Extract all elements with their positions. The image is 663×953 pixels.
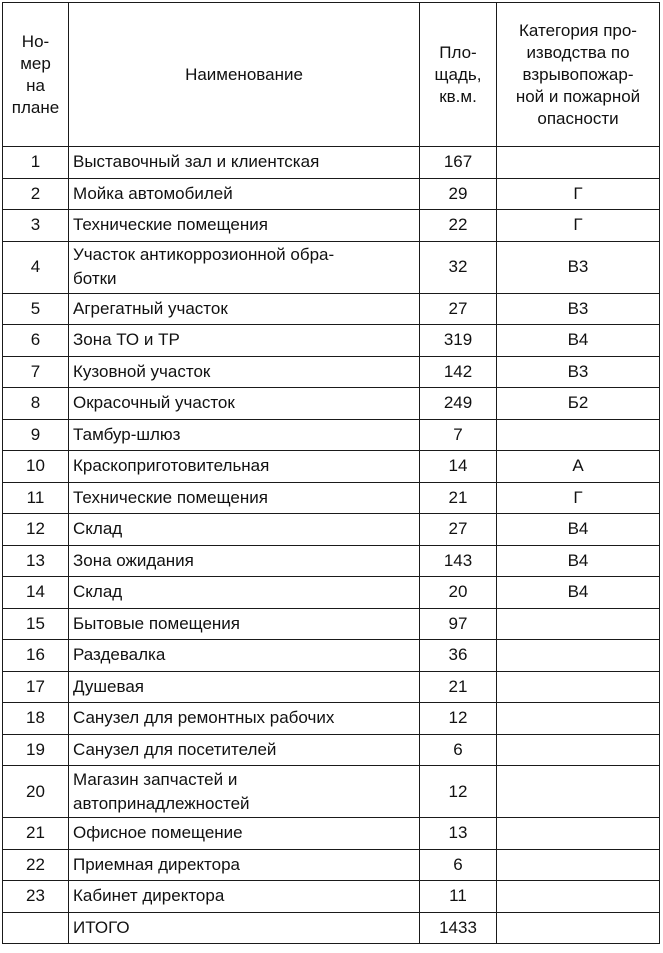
cell-name: Тамбур-шлюз	[69, 419, 420, 451]
cell-number: 19	[3, 734, 69, 766]
table-row	[3, 849, 660, 881]
cell-name: Бытовые помещения	[69, 608, 420, 640]
table-row	[3, 766, 660, 818]
cell-number: 7	[3, 356, 69, 388]
cell-name: Технические помещения	[69, 482, 420, 514]
table-row	[3, 325, 660, 357]
cell-category	[497, 671, 660, 703]
table-row	[3, 419, 660, 451]
cell-name: Агрегатный участок	[69, 293, 420, 325]
table-row	[3, 577, 660, 609]
table-row	[3, 451, 660, 483]
cell-name: Санузел для ремонтных рабочих	[69, 703, 420, 735]
cell-number: 13	[3, 545, 69, 577]
cell-number	[3, 912, 69, 944]
table-row	[3, 703, 660, 735]
cell-number: 21	[3, 818, 69, 850]
table-row	[3, 818, 660, 850]
cell-category	[497, 147, 660, 179]
cell-category: А	[497, 451, 660, 483]
cell-number: 3	[3, 210, 69, 242]
cell-number: 4	[3, 241, 69, 293]
cell-area: 6	[420, 849, 497, 881]
cell-category	[497, 849, 660, 881]
header-line: Но-	[21, 31, 50, 51]
cell-number: 1	[3, 147, 69, 179]
header-line: Пло-	[439, 42, 477, 62]
cell-category: В4	[497, 514, 660, 546]
cell-category: Г	[497, 210, 660, 242]
cell-name: Зона ТО и ТР	[69, 325, 420, 357]
table-row	[3, 734, 660, 766]
cell-area: 29	[420, 178, 497, 210]
cell-name	[69, 766, 420, 818]
table-row	[3, 210, 660, 242]
cell-name	[69, 241, 420, 293]
header-line: кв.м.	[439, 86, 477, 106]
header-line: изводства по	[526, 42, 630, 62]
cell-name: Краскоприготовительная	[69, 451, 420, 483]
cell-name: Выставочный зал и клиентская	[69, 147, 420, 179]
cell-name-line: ботки	[73, 269, 117, 288]
cell-category	[497, 818, 660, 850]
cell-number: 11	[3, 482, 69, 514]
table-row	[3, 388, 660, 420]
cell-area: 11	[420, 881, 497, 913]
cell-name: Офисное помещение	[69, 818, 420, 850]
cell-category: Г	[497, 178, 660, 210]
cell-name: Мойка автомобилей	[69, 178, 420, 210]
table-row	[3, 608, 660, 640]
cell-area: 7	[420, 419, 497, 451]
cell-number: 12	[3, 514, 69, 546]
table-row	[3, 147, 660, 179]
cell-category	[497, 881, 660, 913]
cell-name: Приемная директора	[69, 849, 420, 881]
cell-area: 20	[420, 577, 497, 609]
cell-number: 18	[3, 703, 69, 735]
cell-category	[497, 608, 660, 640]
cell-number: 14	[3, 577, 69, 609]
table-row	[3, 482, 660, 514]
cell-category	[497, 419, 660, 451]
cell-name: Санузел для посетителей	[69, 734, 420, 766]
table-row	[3, 545, 660, 577]
cell-category: В4	[497, 577, 660, 609]
cell-area: 27	[420, 514, 497, 546]
header-line: Категория про-	[519, 20, 637, 40]
cell-category	[497, 640, 660, 672]
cell-name: Окрасочный участок	[69, 388, 420, 420]
cell-area: 27	[420, 293, 497, 325]
header-category	[497, 3, 660, 147]
header-line: щадь,	[434, 64, 482, 84]
table-total-row	[3, 912, 660, 944]
cell-number: 20	[3, 766, 69, 818]
header-number	[3, 3, 69, 147]
header-line: ной и пожарной	[515, 86, 641, 106]
cell-area: 13	[420, 818, 497, 850]
cell-number: 23	[3, 881, 69, 913]
cell-area: 319	[420, 325, 497, 357]
cell-name-line: Магазин запчастей и	[73, 769, 238, 789]
cell-category: Г	[497, 482, 660, 514]
cell-area: 249	[420, 388, 497, 420]
header-line: плане	[11, 97, 60, 117]
cell-category	[497, 766, 660, 818]
cell-area: 142	[420, 356, 497, 388]
cell-area: 21	[420, 482, 497, 514]
table-row	[3, 178, 660, 210]
rooms-table	[2, 2, 660, 944]
table-header-row	[3, 3, 660, 147]
cell-number: 6	[3, 325, 69, 357]
header-name: Наименование	[69, 3, 420, 147]
cell-category: В4	[497, 545, 660, 577]
cell-category: В4	[497, 325, 660, 357]
header-line: взрывопожар-	[522, 64, 634, 84]
cell-area: 12	[420, 766, 497, 818]
header-line: на	[26, 75, 45, 95]
cell-number: 2	[3, 178, 69, 210]
cell-name: Зона ожидания	[69, 545, 420, 577]
table-row	[3, 514, 660, 546]
cell-area: 14	[420, 451, 497, 483]
cell-number: 5	[3, 293, 69, 325]
header-line: мер	[20, 53, 51, 73]
table-row	[3, 293, 660, 325]
cell-area: 36	[420, 640, 497, 672]
cell-number: 16	[3, 640, 69, 672]
cell-area: 22	[420, 210, 497, 242]
cell-category	[497, 703, 660, 735]
cell-name: Кузовной участок	[69, 356, 420, 388]
table-row	[3, 356, 660, 388]
cell-name: Технические помещения	[69, 210, 420, 242]
cell-name: Склад	[69, 514, 420, 546]
cell-name: Склад	[69, 577, 420, 609]
cell-number: 10	[3, 451, 69, 483]
cell-area: 32	[420, 241, 497, 293]
table-row	[3, 640, 660, 672]
cell-area: 21	[420, 671, 497, 703]
table-row	[3, 241, 660, 293]
cell-name: Раздевалка	[69, 640, 420, 672]
cell-category: В3	[497, 356, 660, 388]
header-area	[420, 3, 497, 147]
cell-name-line: автопринадлежностей	[73, 793, 250, 813]
cell-number: 17	[3, 671, 69, 703]
cell-area: 12	[420, 703, 497, 735]
cell-name: Кабинет директора	[69, 881, 420, 913]
table-row	[3, 671, 660, 703]
cell-number: 8	[3, 388, 69, 420]
total-area: 1433	[420, 912, 497, 944]
cell-category	[497, 912, 660, 944]
cell-area: 167	[420, 147, 497, 179]
cell-area: 6	[420, 734, 497, 766]
cell-category	[497, 734, 660, 766]
cell-area: 97	[420, 608, 497, 640]
total-label: ИТОГО	[69, 912, 420, 944]
cell-name-line: Участок антикоррозионной обра-	[73, 245, 335, 264]
cell-category: В3	[497, 241, 660, 293]
table-row	[3, 881, 660, 913]
cell-number: 15	[3, 608, 69, 640]
header-line: опасности	[537, 108, 619, 128]
cell-name: Душевая	[69, 671, 420, 703]
cell-number: 22	[3, 849, 69, 881]
cell-area: 143	[420, 545, 497, 577]
cell-category: Б2	[497, 388, 660, 420]
cell-category: В3	[497, 293, 660, 325]
cell-number: 9	[3, 419, 69, 451]
